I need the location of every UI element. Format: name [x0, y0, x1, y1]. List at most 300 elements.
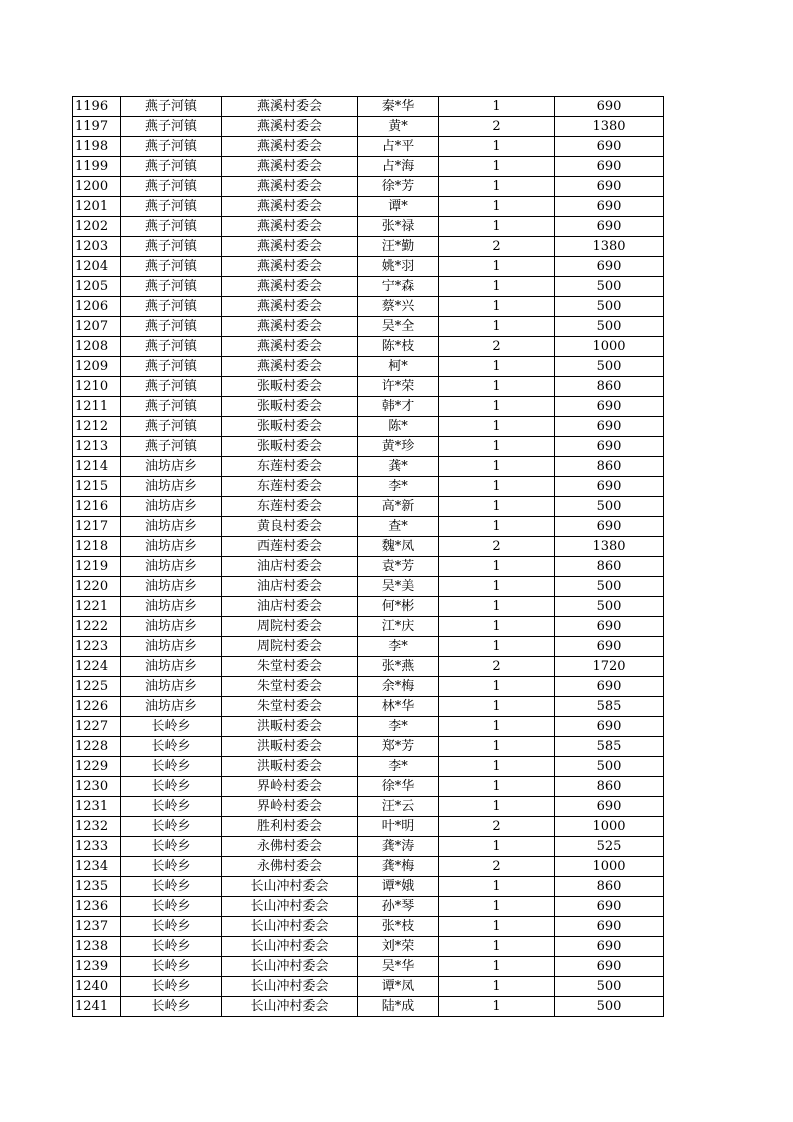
table-row [73, 277, 664, 297]
row-number-cell: 1209 [73, 357, 121, 377]
village-committee-cell: 东莲村委会 [222, 497, 358, 517]
table-row [73, 477, 664, 497]
amount-cell: 690 [555, 137, 664, 157]
township-cell: 燕子河镇 [121, 217, 222, 237]
table-row [73, 957, 664, 977]
amount-cell: 500 [555, 997, 664, 1017]
township-cell: 长岭乡 [121, 957, 222, 977]
row-number-cell: 1228 [73, 737, 121, 757]
amount-cell: 1380 [555, 237, 664, 257]
count-cell: 1 [439, 317, 555, 337]
village-committee-cell: 长山冲村委会 [222, 897, 358, 917]
table-row [73, 337, 664, 357]
row-number-cell: 1206 [73, 297, 121, 317]
count-cell: 1 [439, 97, 555, 117]
person-name-cell: 刘*荣 [358, 937, 439, 957]
amount-cell: 690 [555, 717, 664, 737]
amount-cell: 500 [555, 317, 664, 337]
row-number-cell: 1198 [73, 137, 121, 157]
village-committee-cell: 燕溪村委会 [222, 117, 358, 137]
count-cell: 1 [439, 697, 555, 717]
village-committee-cell: 界岭村委会 [222, 777, 358, 797]
person-name-cell: 龚*涛 [358, 837, 439, 857]
count-cell: 1 [439, 617, 555, 637]
township-cell: 油坊店乡 [121, 577, 222, 597]
table-row [73, 817, 664, 837]
table-row [73, 537, 664, 557]
person-name-cell: 吴*全 [358, 317, 439, 337]
township-cell: 燕子河镇 [121, 237, 222, 257]
row-number-cell: 1225 [73, 677, 121, 697]
village-committee-cell: 燕溪村委会 [222, 157, 358, 177]
amount-cell: 690 [555, 677, 664, 697]
amount-cell: 690 [555, 917, 664, 937]
row-number-cell: 1210 [73, 377, 121, 397]
village-committee-cell: 界岭村委会 [222, 797, 358, 817]
table-row [73, 437, 664, 457]
village-committee-cell: 燕溪村委会 [222, 137, 358, 157]
person-name-cell: 林*华 [358, 697, 439, 717]
count-cell: 1 [439, 757, 555, 777]
village-committee-cell: 洪畈村委会 [222, 717, 358, 737]
row-number-cell: 1222 [73, 617, 121, 637]
count-cell: 1 [439, 497, 555, 517]
person-name-cell: 高*新 [358, 497, 439, 517]
village-committee-cell: 张畈村委会 [222, 397, 358, 417]
count-cell: 1 [439, 717, 555, 737]
amount-cell: 1380 [555, 117, 664, 137]
count-cell: 1 [439, 177, 555, 197]
village-committee-cell: 长山冲村委会 [222, 917, 358, 937]
row-number-cell: 1197 [73, 117, 121, 137]
row-number-cell: 1214 [73, 457, 121, 477]
person-name-cell: 谭* [358, 197, 439, 217]
table-row [73, 677, 664, 697]
count-cell: 1 [439, 777, 555, 797]
count-cell: 1 [439, 217, 555, 237]
village-committee-cell: 周院村委会 [222, 617, 358, 637]
township-cell: 油坊店乡 [121, 477, 222, 497]
count-cell: 1 [439, 677, 555, 697]
village-committee-cell: 洪畈村委会 [222, 737, 358, 757]
person-name-cell: 郑*芳 [358, 737, 439, 757]
village-committee-cell: 长山冲村委会 [222, 977, 358, 997]
amount-cell: 690 [555, 217, 664, 237]
person-name-cell: 黄* [358, 117, 439, 137]
amount-cell: 690 [555, 97, 664, 117]
table-row [73, 257, 664, 277]
township-cell: 燕子河镇 [121, 377, 222, 397]
row-number-cell: 1239 [73, 957, 121, 977]
table-row [73, 777, 664, 797]
count-cell: 1 [439, 437, 555, 457]
row-number-cell: 1232 [73, 817, 121, 837]
village-committee-cell: 东莲村委会 [222, 457, 358, 477]
township-cell: 燕子河镇 [121, 317, 222, 337]
person-name-cell: 蔡*兴 [358, 297, 439, 317]
amount-cell: 525 [555, 837, 664, 857]
township-cell: 燕子河镇 [121, 97, 222, 117]
village-committee-cell: 燕溪村委会 [222, 297, 358, 317]
count-cell: 1 [439, 257, 555, 277]
count-cell: 1 [439, 277, 555, 297]
row-number-cell: 1220 [73, 577, 121, 597]
amount-cell: 500 [555, 577, 664, 597]
person-name-cell: 魏*凤 [358, 537, 439, 557]
amount-cell: 500 [555, 977, 664, 997]
township-cell: 长岭乡 [121, 777, 222, 797]
row-number-cell: 1201 [73, 197, 121, 217]
table-row [73, 297, 664, 317]
row-number-cell: 1196 [73, 97, 121, 117]
table-row [73, 357, 664, 377]
township-cell: 油坊店乡 [121, 617, 222, 637]
table-row [73, 897, 664, 917]
amount-cell: 860 [555, 557, 664, 577]
person-name-cell: 龚*梅 [358, 857, 439, 877]
person-name-cell: 查* [358, 517, 439, 537]
township-cell: 油坊店乡 [121, 657, 222, 677]
row-number-cell: 1216 [73, 497, 121, 517]
count-cell: 2 [439, 817, 555, 837]
table-row [73, 617, 664, 637]
row-number-cell: 1207 [73, 317, 121, 337]
village-committee-cell: 燕溪村委会 [222, 177, 358, 197]
township-cell: 长岭乡 [121, 857, 222, 877]
row-number-cell: 1224 [73, 657, 121, 677]
township-cell: 燕子河镇 [121, 437, 222, 457]
village-committee-cell: 燕溪村委会 [222, 337, 358, 357]
table-row [73, 597, 664, 617]
amount-cell: 690 [555, 957, 664, 977]
amount-cell: 690 [555, 897, 664, 917]
person-name-cell: 叶*明 [358, 817, 439, 837]
table-row [73, 857, 664, 877]
row-number-cell: 1236 [73, 897, 121, 917]
count-cell: 1 [439, 877, 555, 897]
count-cell: 1 [439, 157, 555, 177]
count-cell: 1 [439, 637, 555, 657]
person-name-cell: 柯* [358, 357, 439, 377]
person-name-cell: 姚*羽 [358, 257, 439, 277]
township-cell: 燕子河镇 [121, 297, 222, 317]
township-cell: 燕子河镇 [121, 137, 222, 157]
village-committee-cell: 周院村委会 [222, 637, 358, 657]
amount-cell: 690 [555, 177, 664, 197]
person-name-cell: 汪*勤 [358, 237, 439, 257]
township-cell: 油坊店乡 [121, 537, 222, 557]
table-row [73, 457, 664, 477]
village-committee-cell: 胜利村委会 [222, 817, 358, 837]
person-name-cell: 张*禄 [358, 217, 439, 237]
person-name-cell: 吴*华 [358, 957, 439, 977]
table-row [73, 937, 664, 957]
amount-cell: 1000 [555, 817, 664, 837]
amount-cell: 585 [555, 737, 664, 757]
row-number-cell: 1235 [73, 877, 121, 897]
amount-cell: 690 [555, 157, 664, 177]
count-cell: 2 [439, 657, 555, 677]
count-cell: 1 [439, 577, 555, 597]
count-cell: 1 [439, 377, 555, 397]
table-row [73, 397, 664, 417]
person-name-cell: 秦*华 [358, 97, 439, 117]
table-row [73, 917, 664, 937]
township-cell: 燕子河镇 [121, 337, 222, 357]
count-cell: 1 [439, 477, 555, 497]
row-number-cell: 1204 [73, 257, 121, 277]
township-cell: 长岭乡 [121, 897, 222, 917]
person-name-cell: 张*燕 [358, 657, 439, 677]
table-row [73, 797, 664, 817]
count-cell: 1 [439, 137, 555, 157]
village-committee-cell: 洪畈村委会 [222, 757, 358, 777]
table-row [73, 377, 664, 397]
row-number-cell: 1221 [73, 597, 121, 617]
amount-cell: 690 [555, 797, 664, 817]
township-cell: 油坊店乡 [121, 677, 222, 697]
person-name-cell: 汪*云 [358, 797, 439, 817]
village-committee-cell: 朱堂村委会 [222, 657, 358, 677]
village-committee-cell: 朱堂村委会 [222, 677, 358, 697]
count-cell: 1 [439, 397, 555, 417]
row-number-cell: 1241 [73, 997, 121, 1017]
township-cell: 燕子河镇 [121, 397, 222, 417]
amount-cell: 690 [555, 517, 664, 537]
amount-cell: 690 [555, 477, 664, 497]
person-name-cell: 余*梅 [358, 677, 439, 697]
village-committee-cell: 长山冲村委会 [222, 957, 358, 977]
amount-cell: 690 [555, 637, 664, 657]
amount-cell: 690 [555, 257, 664, 277]
township-cell: 油坊店乡 [121, 457, 222, 477]
person-name-cell: 占*平 [358, 137, 439, 157]
village-committee-cell: 长山冲村委会 [222, 997, 358, 1017]
township-cell: 长岭乡 [121, 837, 222, 857]
table-row [73, 157, 664, 177]
table-row [73, 657, 664, 677]
count-cell: 1 [439, 937, 555, 957]
table-row [73, 137, 664, 157]
row-number-cell: 1212 [73, 417, 121, 437]
village-committee-cell: 东莲村委会 [222, 477, 358, 497]
amount-cell: 500 [555, 357, 664, 377]
township-cell: 长岭乡 [121, 797, 222, 817]
table-row [73, 717, 664, 737]
village-committee-cell: 张畈村委会 [222, 377, 358, 397]
amount-cell: 500 [555, 497, 664, 517]
table-row [73, 177, 664, 197]
person-name-cell: 李* [358, 717, 439, 737]
count-cell: 1 [439, 957, 555, 977]
table-row [73, 757, 664, 777]
township-cell: 燕子河镇 [121, 157, 222, 177]
table-row [73, 977, 664, 997]
table-row [73, 417, 664, 437]
row-number-cell: 1215 [73, 477, 121, 497]
row-number-cell: 1237 [73, 917, 121, 937]
township-cell: 燕子河镇 [121, 357, 222, 377]
row-number-cell: 1233 [73, 837, 121, 857]
row-number-cell: 1219 [73, 557, 121, 577]
row-number-cell: 1240 [73, 977, 121, 997]
person-name-cell: 黄*珍 [358, 437, 439, 457]
amount-cell: 860 [555, 777, 664, 797]
row-number-cell: 1200 [73, 177, 121, 197]
row-number-cell: 1203 [73, 237, 121, 257]
table-row [73, 517, 664, 537]
table-row [73, 577, 664, 597]
person-name-cell: 占*海 [358, 157, 439, 177]
village-committee-cell: 永佛村委会 [222, 857, 358, 877]
township-cell: 燕子河镇 [121, 177, 222, 197]
village-committee-cell: 张畈村委会 [222, 437, 358, 457]
amount-cell: 860 [555, 457, 664, 477]
count-cell: 1 [439, 297, 555, 317]
township-cell: 燕子河镇 [121, 257, 222, 277]
amount-cell: 690 [555, 937, 664, 957]
row-number-cell: 1229 [73, 757, 121, 777]
person-name-cell: 谭*凤 [358, 977, 439, 997]
count-cell: 1 [439, 737, 555, 757]
village-committee-cell: 燕溪村委会 [222, 217, 358, 237]
table-body [73, 97, 664, 1017]
row-number-cell: 1202 [73, 217, 121, 237]
table-row [73, 997, 664, 1017]
amount-cell: 860 [555, 377, 664, 397]
village-committee-cell: 长山冲村委会 [222, 877, 358, 897]
township-cell: 长岭乡 [121, 917, 222, 937]
row-number-cell: 1238 [73, 937, 121, 957]
row-number-cell: 1208 [73, 337, 121, 357]
count-cell: 1 [439, 917, 555, 937]
data-table [72, 96, 664, 1017]
township-cell: 长岭乡 [121, 817, 222, 837]
row-number-cell: 1234 [73, 857, 121, 877]
count-cell: 1 [439, 837, 555, 857]
person-name-cell: 徐*华 [358, 777, 439, 797]
table-row [73, 237, 664, 257]
person-name-cell: 江*庆 [358, 617, 439, 637]
row-number-cell: 1230 [73, 777, 121, 797]
village-committee-cell: 燕溪村委会 [222, 237, 358, 257]
person-name-cell: 谭*娥 [358, 877, 439, 897]
table-row [73, 697, 664, 717]
table-row [73, 637, 664, 657]
township-cell: 长岭乡 [121, 997, 222, 1017]
village-committee-cell: 油店村委会 [222, 597, 358, 617]
person-name-cell: 许*荣 [358, 377, 439, 397]
row-number-cell: 1211 [73, 397, 121, 417]
count-cell: 1 [439, 517, 555, 537]
person-name-cell: 孙*琴 [358, 897, 439, 917]
person-name-cell: 徐*芳 [358, 177, 439, 197]
table-row [73, 557, 664, 577]
village-committee-cell: 燕溪村委会 [222, 197, 358, 217]
table-row [73, 497, 664, 517]
count-cell: 1 [439, 897, 555, 917]
township-cell: 长岭乡 [121, 757, 222, 777]
table-row [73, 97, 664, 117]
township-cell: 油坊店乡 [121, 597, 222, 617]
township-cell: 长岭乡 [121, 877, 222, 897]
township-cell: 油坊店乡 [121, 637, 222, 657]
amount-cell: 690 [555, 417, 664, 437]
amount-cell: 1720 [555, 657, 664, 677]
amount-cell: 690 [555, 197, 664, 217]
count-cell: 2 [439, 857, 555, 877]
table-row [73, 117, 664, 137]
table-row [73, 877, 664, 897]
village-committee-cell: 燕溪村委会 [222, 317, 358, 337]
village-committee-cell: 燕溪村委会 [222, 97, 358, 117]
count-cell: 2 [439, 537, 555, 557]
township-cell: 油坊店乡 [121, 517, 222, 537]
village-committee-cell: 朱堂村委会 [222, 697, 358, 717]
count-cell: 1 [439, 977, 555, 997]
township-cell: 油坊店乡 [121, 497, 222, 517]
person-name-cell: 陈* [358, 417, 439, 437]
table-row [73, 737, 664, 757]
count-cell: 1 [439, 357, 555, 377]
township-cell: 燕子河镇 [121, 417, 222, 437]
person-name-cell: 龚* [358, 457, 439, 477]
village-committee-cell: 黄良村委会 [222, 517, 358, 537]
row-number-cell: 1217 [73, 517, 121, 537]
row-number-cell: 1227 [73, 717, 121, 737]
amount-cell: 500 [555, 277, 664, 297]
township-cell: 长岭乡 [121, 937, 222, 957]
person-name-cell: 袁*芳 [358, 557, 439, 577]
amount-cell: 690 [555, 617, 664, 637]
person-name-cell: 韩*才 [358, 397, 439, 417]
row-number-cell: 1218 [73, 537, 121, 557]
person-name-cell: 李* [358, 637, 439, 657]
count-cell: 2 [439, 117, 555, 137]
township-cell: 油坊店乡 [121, 697, 222, 717]
village-committee-cell: 长山冲村委会 [222, 937, 358, 957]
row-number-cell: 1231 [73, 797, 121, 817]
amount-cell: 500 [555, 757, 664, 777]
person-name-cell: 李* [358, 477, 439, 497]
amount-cell: 500 [555, 297, 664, 317]
amount-cell: 1000 [555, 857, 664, 877]
count-cell: 1 [439, 597, 555, 617]
amount-cell: 1380 [555, 537, 664, 557]
count-cell: 2 [439, 237, 555, 257]
township-cell: 长岭乡 [121, 737, 222, 757]
amount-cell: 690 [555, 397, 664, 417]
village-committee-cell: 张畈村委会 [222, 417, 358, 437]
table-row [73, 317, 664, 337]
amount-cell: 585 [555, 697, 664, 717]
village-committee-cell: 燕溪村委会 [222, 257, 358, 277]
person-name-cell: 何*彬 [358, 597, 439, 617]
count-cell: 1 [439, 797, 555, 817]
amount-cell: 1000 [555, 337, 664, 357]
row-number-cell: 1199 [73, 157, 121, 177]
village-committee-cell: 西莲村委会 [222, 537, 358, 557]
amount-cell: 860 [555, 877, 664, 897]
person-name-cell: 张*枝 [358, 917, 439, 937]
village-committee-cell: 燕溪村委会 [222, 277, 358, 297]
count-cell: 2 [439, 337, 555, 357]
village-committee-cell: 油店村委会 [222, 557, 358, 577]
row-number-cell: 1226 [73, 697, 121, 717]
count-cell: 1 [439, 557, 555, 577]
table-row [73, 217, 664, 237]
person-name-cell: 陆*成 [358, 997, 439, 1017]
